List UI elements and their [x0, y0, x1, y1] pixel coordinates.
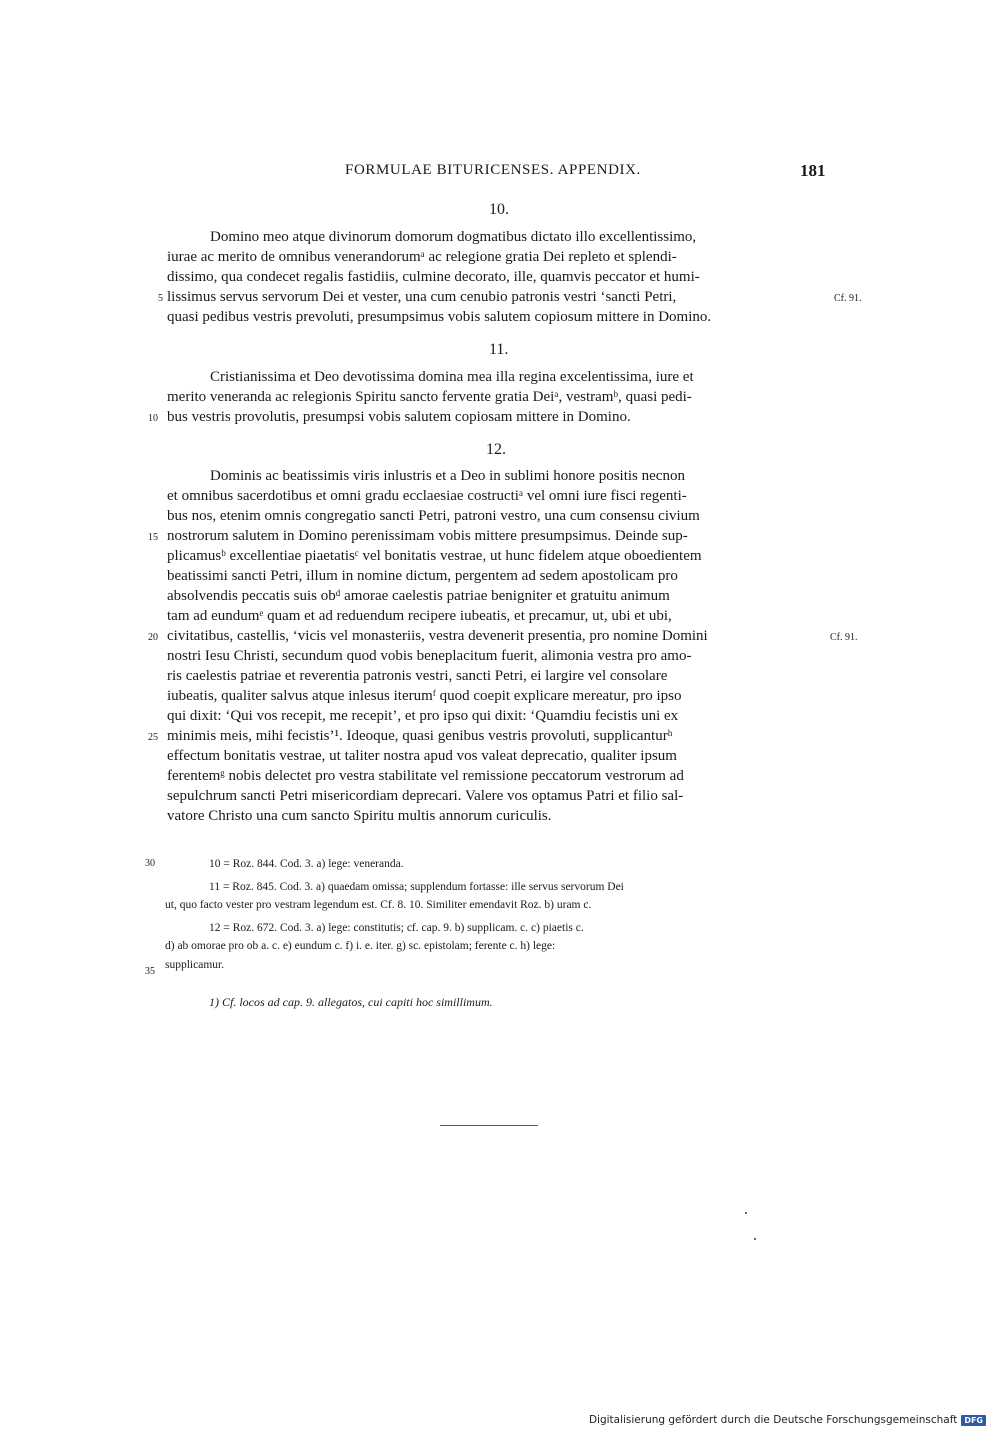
line-number: 10 [148, 413, 158, 424]
text-line: nostri Iesu Christi, secundum quod vobis beneplacitum fuerit, alimonia vestra pro amo- [167, 648, 692, 664]
text-line: absolvendis peccatis suis obᵈ amorae caelestis patriae benigniter et gratuitu animum [167, 588, 670, 604]
text-line: lissimus servus servorum Dei et vester, una cum cenubio patronis vestri ʻsancti Petri, [167, 289, 677, 305]
text-line: effectum bonitatis vestrae, ut taliter nostra apud vos valeat deprecatio, qualiter ipsum [167, 748, 677, 764]
text-line: beatissimi sancti Petri, illum in nomine dictum, pergentem ad sedem apostolicam pro [167, 568, 678, 584]
page-number: 181 [800, 161, 826, 180]
line-number: 15 [148, 532, 158, 543]
critical-note: 12 = Roz. 672. Cod. 3. a) lege: constitutis; cf. cap. 9. b) supplicam. c. c) piaetis c. [209, 922, 584, 934]
dfg-logo-icon: DFG [961, 1415, 986, 1426]
formula-number: 11. [489, 341, 509, 358]
text-line: civitatibus, castellis, ʻvicis vel monasteriis, vestra devenerit presentia, pro nomine Domini [167, 628, 708, 644]
text-line: Domino meo atque divinorum domorum dogmatibus dictato illo excellentissimo, [210, 229, 697, 245]
critical-note: ut, quo facto vester pro vestram legendum est. Cf. 8. 10. Similiter emendavit Roz. b) uram c. [165, 899, 592, 911]
line-number: 30 [145, 858, 155, 869]
text-line: ris caelestis patriae et reverentia patronis vestri, sancti Petri, ei largire vel consolare [167, 668, 668, 684]
text-line: merito veneranda ac relegionis Spiritu sancto fervente gratia Deiᵃ, vestramᵇ, quasi pedi- [167, 389, 692, 405]
critical-note: 11 = Roz. 845. Cod. 3. a) quaedam omissa; supplendum fortasse: ille servus servorum Dei [209, 881, 624, 893]
speck [745, 1212, 747, 1214]
text-line: Dominis ac beatissimis viris inlustris et a Deo in sublimi honore positis necnon [210, 468, 685, 484]
text-line: vatore Christo una cum sancto Spiritu multis annorum curiculis. [167, 808, 552, 824]
speck [754, 1238, 756, 1240]
critical-note: 10 = Roz. 844. Cod. 3. a) lege: veneranda. [209, 858, 404, 870]
text-line: iurae ac merito de omnibus venerandorumᵃ ac relegione gratia Dei repleto et splendi- [167, 249, 677, 265]
credit-text: Digitalisierung gefördert durch die Deutsche Forschungsgemeinschaft [588, 1414, 958, 1426]
text-line: et omnibus sacerdotibus et omni gradu ecclaesiae costructiᵃ vel omni iure fisci regenti- [167, 488, 687, 504]
digitization-credit [589, 1414, 986, 1426]
end-rule [440, 1125, 538, 1126]
formula-number: 12. [486, 441, 506, 458]
line-number: 20 [148, 632, 158, 643]
critical-note: supplicamur. [165, 959, 225, 971]
margin-reference: Cf. 91. [830, 632, 858, 643]
footnote: 1) Cf. locos ad cap. 9. allegatos, cui capiti hoc simillimum. [209, 995, 493, 1009]
text-line: nostrorum salutem in Domino perenissimam vobis mittere presumpsimus. Deinde sup- [167, 528, 688, 544]
text-line: quasi pedibus vestris prevoluti, presumpsimus vobis salutem copiosum mittere in Domino. [167, 309, 712, 325]
critical-note: d) ab omorae pro ob a. c. e) eundum c. f) i. e. iter. g) sc. epistolam; ferente c. h) lege: [165, 940, 556, 952]
margin-reference: Cf. 91. [834, 293, 862, 304]
text-line: ferentemᵍ nobis delectet pro vestra stabilitate vel remissione peccatorum vestrorum ad [167, 768, 684, 784]
text-line: dissimo, qua condecet regalis fastidiis, culmine decorato, ille, quamvis peccator et humi- [167, 269, 700, 285]
text-line: bus nos, etenim omnis congregatio sancti Petri, patroni vestro, una cum consensu civium [167, 508, 700, 524]
text-line: minimis meis, mihi fecistis’¹. Ideoque, quasi genibus vestris provoluti, supplicanturʰ [167, 728, 673, 744]
text-line: Cristianissima et Deo devotissima domina mea illa regina excelentissima, iure et [210, 369, 694, 385]
text-line: qui dixit: ‘Qui vos recepit, me recepit’, et pro ipso qui dixit: ‘Quamdiu fecistis uni ex [167, 708, 679, 724]
text-line: plicamusᵇ excellentiae piaetatisᶜ vel bonitatis vestrae, ut hunc fidelem atque oboedientem [167, 548, 702, 564]
text-line: iubeatis, qualiter salvus atque inlesus iterumᶠ quod coepit explicare mereatur, pro ipso [167, 688, 682, 704]
line-number: 5 [158, 293, 163, 304]
text-line: sepulchrum sancti Petri misericordiam deprecari. Valere vos optamus Patri et filio sal- [167, 788, 684, 804]
line-number: 35 [145, 966, 155, 977]
text-line: bus vestris provolutis, presumpsi vobis salutem copiosam mittere in Domino. [167, 409, 631, 425]
line-number: 25 [148, 732, 158, 743]
running-head: FORMULAE BITURICENSES. APPENDIX. [345, 162, 641, 178]
text-line: tam ad eundumᵉ quam et ad reduendum recipere iubeatis, et precamur, ut, ubi et ubi, [167, 608, 672, 624]
formula-number: 10. [489, 201, 509, 218]
